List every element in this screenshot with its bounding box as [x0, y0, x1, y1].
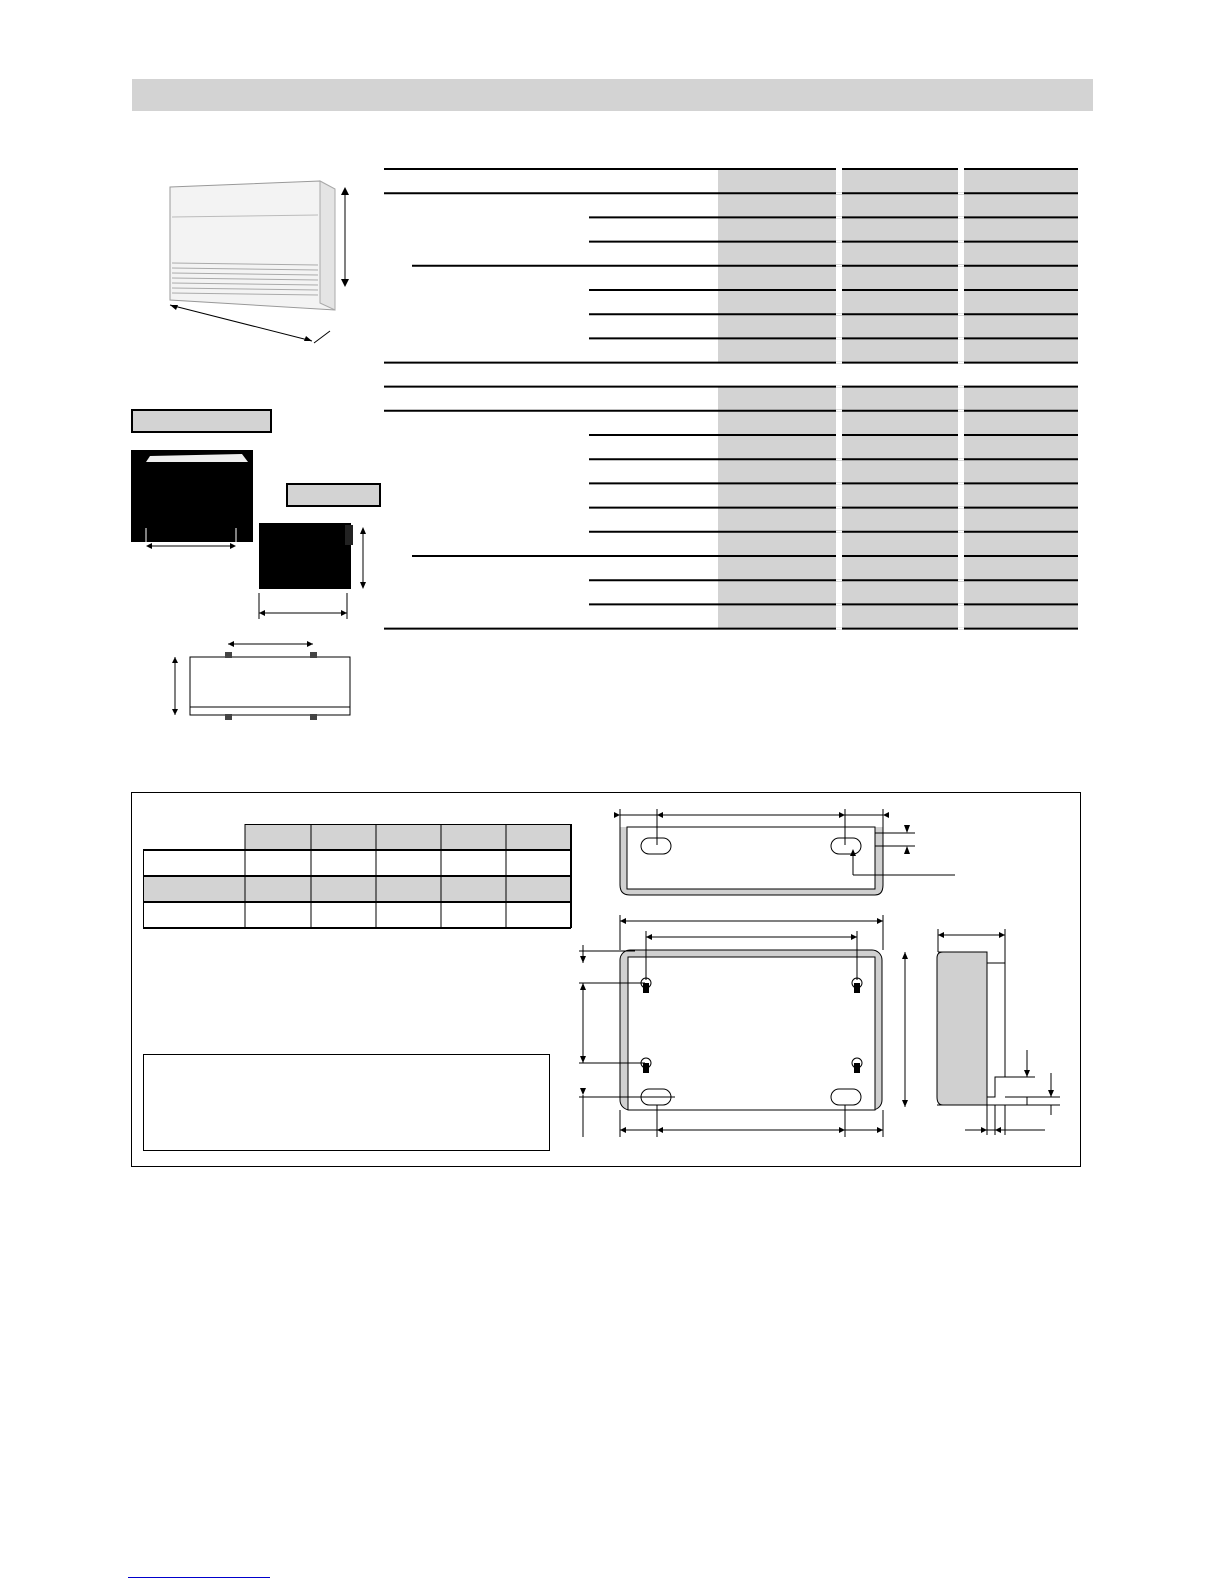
group-1-gap: [836, 289, 842, 291]
group-1-gap: [958, 313, 964, 315]
group-1-gap: [1078, 337, 1084, 339]
group-1-gap: [958, 289, 964, 291]
mounting-bracket-drawing: [575, 805, 1065, 1145]
group-2-gap: [958, 628, 964, 630]
group-2-gap: [836, 603, 842, 605]
group-1-gap: [958, 265, 964, 267]
footer-link[interactable]: [128, 1577, 270, 1578]
header-cell: [441, 824, 506, 850]
group-1-gap: [1078, 216, 1084, 218]
unit-top-view-drawing: [165, 637, 360, 727]
note-box: [143, 1054, 550, 1151]
header-cell: [376, 824, 441, 850]
group-1-gap: [1078, 265, 1084, 267]
group-2-gap: [836, 507, 842, 509]
group-2-gap: [1078, 579, 1084, 581]
header-cell: [506, 824, 571, 850]
group-2-gap: [836, 579, 842, 581]
group-2-gap: [958, 531, 964, 533]
group-2-gap: [1078, 410, 1084, 412]
group-1-gap: [1078, 168, 1084, 170]
group-1-gap: [836, 216, 842, 218]
header-cell: [245, 824, 311, 850]
group-1-gap: [958, 362, 964, 364]
group-1-gap: [1078, 313, 1084, 315]
group-2-gap: [958, 458, 964, 460]
group-2-gap: [958, 579, 964, 581]
group-1-gap: [836, 168, 842, 170]
group-2-gap: [958, 507, 964, 509]
group-1-gap: [958, 241, 964, 243]
group-1-gap: [1078, 362, 1084, 364]
indoor-label: [131, 409, 272, 433]
group-2-gap: [836, 458, 842, 460]
group-1-gap: [1078, 192, 1084, 194]
group-2-gap: [836, 386, 842, 388]
group-2-gap: [958, 434, 964, 436]
group-1-gap: [836, 362, 842, 364]
outdoor-label: [286, 483, 381, 507]
group-2-gap: [1078, 628, 1084, 630]
group-1-gap: [836, 241, 842, 243]
group-1-gap: [836, 265, 842, 267]
group-2-gap: [836, 628, 842, 630]
group-2-gap: [1078, 531, 1084, 533]
page-title-bar: [132, 79, 1093, 111]
group-1-gap: [836, 313, 842, 315]
group-1-gap: [958, 216, 964, 218]
shaded-row: [143, 876, 571, 902]
header-cell: [311, 824, 376, 850]
group-1-gap: [1078, 289, 1084, 291]
group-2-gap: [836, 434, 842, 436]
group-2-gap: [836, 482, 842, 484]
group-1-gap: [836, 192, 842, 194]
group-2-gap: [958, 603, 964, 605]
group-2-gap: [1078, 482, 1084, 484]
group-1-gap: [836, 337, 842, 339]
outdoor-unit-photo: [255, 515, 385, 625]
group-2-gap: [1078, 386, 1084, 388]
group-1-gap: [958, 192, 964, 194]
group-2-gap: [836, 531, 842, 533]
group-2-gap: [836, 410, 842, 412]
group-2-gap: [958, 386, 964, 388]
indoor-unit-photo: [130, 448, 260, 558]
group-2-gap: [1078, 458, 1084, 460]
indoor-unit-illustration: [160, 175, 360, 350]
dimension-table: [143, 824, 573, 932]
group-1-gap: [958, 337, 964, 339]
group-2-gap: [1078, 555, 1084, 557]
group-2-gap: [958, 555, 964, 557]
group-1-gap: [958, 168, 964, 170]
group-2-gap: [958, 482, 964, 484]
group-1-gap: [1078, 241, 1084, 243]
group-2-gap: [958, 410, 964, 412]
group-2-gap: [1078, 507, 1084, 509]
group-2-gap: [1078, 603, 1084, 605]
group-2-gap: [836, 555, 842, 557]
specification-table: [384, 167, 1084, 679]
group-2-gap: [1078, 434, 1084, 436]
